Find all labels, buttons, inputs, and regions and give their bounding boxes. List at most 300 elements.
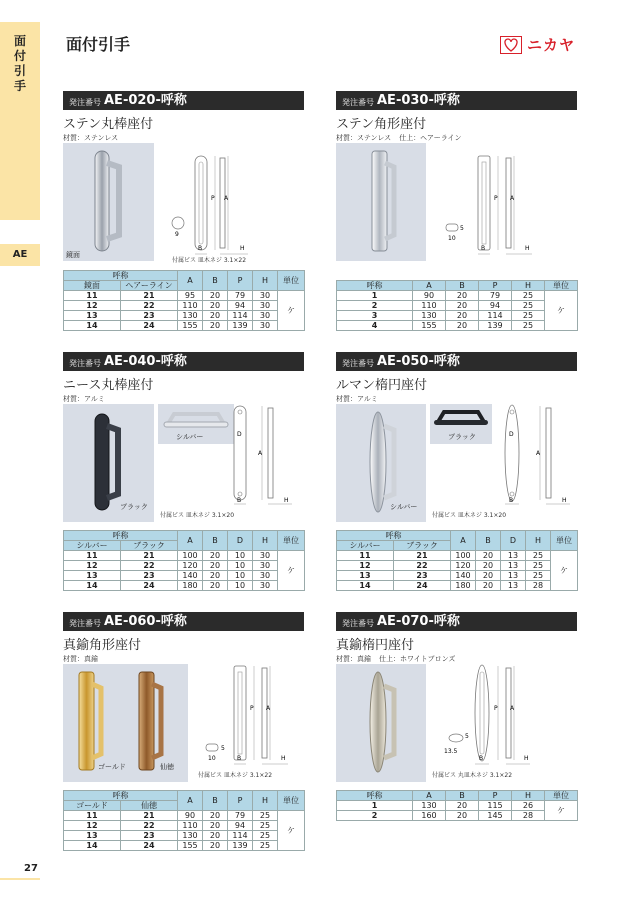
product-ae-040 <box>63 352 304 404</box>
cell: 10 <box>228 561 253 571</box>
dim-a-label: A <box>266 705 271 712</box>
cell: 100 <box>451 551 476 561</box>
color-label-sentoku: 仙徳 <box>160 763 174 771</box>
order-number-label: 発注番号 <box>342 98 374 107</box>
product-code: AE-030-呼称 <box>377 93 460 108</box>
sub-col-2: 仙徳 <box>121 801 178 811</box>
dim-d-label: 10 <box>208 755 216 762</box>
product-header-bar <box>63 612 304 631</box>
cell: 11 <box>64 811 121 821</box>
cell: 13 <box>64 831 121 841</box>
color-label-silver: シルバー <box>176 433 204 441</box>
cell: 20 <box>203 811 228 821</box>
col-a: A <box>451 531 476 551</box>
cell: 139 <box>228 321 253 331</box>
cell: 95 <box>178 291 203 301</box>
table-row <box>337 561 578 571</box>
cell: 25 <box>526 551 551 561</box>
cell: 20 <box>203 841 228 851</box>
cell: 25 <box>512 321 545 331</box>
cell: 14 <box>64 321 121 331</box>
col-call: 呼称 <box>337 531 451 541</box>
col-unit: 単位 <box>278 531 305 551</box>
cell: 20 <box>203 551 228 561</box>
heart-logo-icon <box>500 36 522 54</box>
dim-p-label: P <box>211 195 215 202</box>
screw-note: 付属ビス 皿木ネジ 3.1×22 <box>172 257 247 264</box>
color-label-black: ブラック <box>448 433 476 441</box>
col-call: 呼称 <box>64 271 178 281</box>
col-call: 呼称 <box>337 281 413 291</box>
finish-text: 仕上：ヘアーライン <box>399 134 462 142</box>
dimension-drawing <box>438 660 538 768</box>
stainless-square-handle-icon <box>336 143 426 261</box>
cell: 180 <box>451 581 476 591</box>
stainless-round-handle-icon <box>63 143 154 261</box>
cell: 25 <box>512 301 545 311</box>
cell: 139 <box>479 321 512 331</box>
cell: 79 <box>228 811 253 821</box>
dim-d-label: D <box>509 431 514 438</box>
cell: 25 <box>526 561 551 571</box>
col-d: D <box>501 531 526 551</box>
cell: 20 <box>476 571 501 581</box>
material-text: 材質：アルミ <box>63 395 105 403</box>
unit-cell: ケ <box>278 811 305 851</box>
cell: 130 <box>178 831 203 841</box>
table-row <box>64 581 305 591</box>
cell: 24 <box>121 581 178 591</box>
cell: 145 <box>479 811 512 821</box>
col-b: B <box>203 271 228 291</box>
unit-cell: ケ <box>545 291 578 331</box>
dim-h-label: H <box>562 497 567 504</box>
cell: 24 <box>394 581 451 591</box>
dim-h-label: H <box>524 755 529 762</box>
table-header-row <box>337 281 578 291</box>
product-code: AE-020-呼称 <box>104 93 187 108</box>
dim-b-label: B <box>479 755 484 762</box>
dim-e-label: 5 <box>460 225 464 232</box>
cell: 115 <box>479 801 512 811</box>
dim-d-label: D <box>237 431 242 438</box>
col-unit: 単位 <box>551 531 578 551</box>
cell: 140 <box>178 571 203 581</box>
cell: 20 <box>476 561 501 571</box>
cell: 30 <box>253 321 278 331</box>
cell: 20 <box>203 581 228 591</box>
product-code: AE-070-呼称 <box>377 614 460 629</box>
table-header-row <box>64 271 305 281</box>
sub-col-2: ヘアーライン <box>121 281 178 291</box>
col-p: P <box>479 791 512 801</box>
cell: 22 <box>121 821 178 831</box>
cell: 11 <box>64 291 121 301</box>
col-a: A <box>178 531 203 551</box>
cell: 21 <box>121 551 178 561</box>
spec-table <box>336 530 578 591</box>
cell: 120 <box>178 561 203 571</box>
sub-col-1: シルバー <box>64 541 121 551</box>
dim-d-label: 9 <box>175 231 179 238</box>
cell: 14 <box>337 581 394 591</box>
table-row <box>64 301 305 311</box>
cell: 28 <box>526 581 551 591</box>
cell: 180 <box>178 581 203 591</box>
table-row <box>337 291 578 301</box>
col-unit: 単位 <box>545 281 578 291</box>
cell: 110 <box>413 301 446 311</box>
screw-note: 付属ビス 丸皿木ネジ 3.1×22 <box>432 772 513 779</box>
col-call: 呼称 <box>337 791 413 801</box>
cell: 21 <box>394 551 451 561</box>
product-ae-020 <box>63 91 304 143</box>
cell: 90 <box>178 811 203 821</box>
side-tab-title: 面 付 引 手 <box>13 34 26 93</box>
spec-table <box>336 790 578 821</box>
page-footer-rule <box>0 878 40 880</box>
product-photo <box>63 143 154 261</box>
sub-col-1: 鏡面 <box>64 281 121 291</box>
cell: 94 <box>228 821 253 831</box>
table-row <box>64 811 305 821</box>
cell: 20 <box>446 301 479 311</box>
cell: 23 <box>121 831 178 841</box>
material-text: 材質：真鍮 <box>63 655 98 663</box>
cell: 20 <box>446 811 479 821</box>
product-header-bar <box>336 91 577 110</box>
cell: 12 <box>64 301 121 311</box>
cell: 13 <box>337 571 394 581</box>
cell: 22 <box>121 301 178 311</box>
cell: 23 <box>121 311 178 321</box>
cell: 20 <box>446 311 479 321</box>
unit-cell: ケ <box>278 291 305 331</box>
cell: 10 <box>228 581 253 591</box>
cell: 20 <box>203 821 228 831</box>
cell: 13 <box>501 561 526 571</box>
table-row <box>337 811 578 821</box>
cell: 24 <box>121 841 178 851</box>
product-ae-050 <box>336 352 577 404</box>
cell: 94 <box>228 301 253 311</box>
cell: 21 <box>121 811 178 821</box>
cell: 20 <box>476 551 501 561</box>
cell: 30 <box>253 581 278 591</box>
cell: 139 <box>228 841 253 851</box>
dim-b-label: B <box>481 245 486 252</box>
table-row <box>337 321 578 331</box>
brand-logo-text: ニカヤ <box>527 36 576 54</box>
col-call: 呼称 <box>64 531 178 541</box>
spec-table <box>63 530 305 591</box>
screw-note: 付属ビス 皿木ネジ 3.1×20 <box>432 512 507 519</box>
cell: 20 <box>203 311 228 321</box>
cell: 30 <box>253 571 278 581</box>
col-h: H <box>253 271 278 291</box>
cell: 10 <box>228 571 253 581</box>
dim-a-label: A <box>224 195 229 202</box>
col-p: P <box>228 271 253 291</box>
cell: 12 <box>64 821 121 831</box>
cell: 23 <box>121 571 178 581</box>
unit-cell: ケ <box>545 801 578 821</box>
dim-e-label: 5 <box>221 745 225 752</box>
order-number-label: 発注番号 <box>69 619 101 628</box>
dimension-drawing <box>196 660 296 768</box>
cell: 114 <box>479 311 512 321</box>
cell: 22 <box>394 561 451 571</box>
dim-b-label: B <box>198 245 203 252</box>
cell: 12 <box>337 561 394 571</box>
product-name: ステン丸棒座付 <box>63 117 154 132</box>
col-p: P <box>228 791 253 811</box>
dim-h-label: H <box>284 497 289 504</box>
col-p: P <box>479 281 512 291</box>
table-header-row <box>64 791 305 801</box>
screw-note: 付属ビス 皿木ネジ 3.1×20 <box>160 512 235 519</box>
table-row <box>337 571 578 581</box>
sub-col-2: ブラック <box>121 541 178 551</box>
cell: 13 <box>64 311 121 321</box>
cell: 20 <box>203 321 228 331</box>
cell: 24 <box>121 321 178 331</box>
product-photo <box>336 143 426 261</box>
table-header-row <box>337 791 578 801</box>
cell: 25 <box>253 821 278 831</box>
table-row <box>337 311 578 321</box>
cell: 20 <box>446 291 479 301</box>
order-number-label: 発注番号 <box>342 619 374 628</box>
material-text: 材質：真鍮 <box>336 655 371 663</box>
spec-table <box>336 280 578 331</box>
col-unit: 単位 <box>545 791 578 801</box>
unit-cell: ケ <box>278 551 305 591</box>
dim-a-label: A <box>510 195 515 202</box>
order-number-label: 発注番号 <box>342 359 374 368</box>
table-row <box>64 551 305 561</box>
side-code-tab[interactable]: AE <box>0 244 40 266</box>
page-number: 27 <box>24 863 38 874</box>
product-name: 真鍮角形座付 <box>63 638 142 653</box>
col-h: H <box>526 531 551 551</box>
cell: 11 <box>337 551 394 561</box>
table-row <box>337 581 578 591</box>
cell: 23 <box>394 571 451 581</box>
product-name: ステン角形座付 <box>336 117 427 132</box>
dim-h-label: H <box>281 755 286 762</box>
product-material <box>63 133 304 143</box>
dim-a-label: A <box>536 450 541 457</box>
product-code: AE-060-呼称 <box>104 614 187 629</box>
col-b: B <box>446 281 479 291</box>
col-d: D <box>228 531 253 551</box>
product-name: 真鍮楕円座付 <box>336 638 415 653</box>
cell: 155 <box>413 321 446 331</box>
dim-d-label: 13.5 <box>444 748 458 755</box>
product-name: ニース丸棒座付 <box>63 378 154 393</box>
table-row <box>337 551 578 561</box>
cell: 13 <box>501 551 526 561</box>
cell: 22 <box>121 561 178 571</box>
spec-table <box>63 270 305 331</box>
dimension-drawing <box>160 150 260 260</box>
table-row <box>64 291 305 301</box>
material-text: 材質：アルミ <box>336 395 378 403</box>
product-ae-070 <box>336 612 577 664</box>
side-index-tab[interactable] <box>0 22 40 220</box>
table-header-row <box>64 531 305 541</box>
col-h: H <box>253 531 278 551</box>
table-row <box>64 311 305 321</box>
page-title: 面付引手 <box>66 35 131 54</box>
finish-label: 鏡面 <box>66 251 80 259</box>
cell: 1 <box>337 291 413 301</box>
sub-col-1: シルバー <box>337 541 394 551</box>
product-name: ルマン楕円座付 <box>336 378 428 393</box>
table-row <box>64 841 305 851</box>
dimension-drawing <box>500 400 575 508</box>
product-material <box>336 133 577 143</box>
product-code: AE-050-呼称 <box>377 354 460 369</box>
cell: 3 <box>337 311 413 321</box>
dim-b-label: B <box>237 497 242 504</box>
cell: 12 <box>64 561 121 571</box>
col-b: B <box>446 791 479 801</box>
cell: 25 <box>253 831 278 841</box>
cell: 30 <box>253 551 278 561</box>
product-header-bar <box>336 352 577 371</box>
cell: 114 <box>228 831 253 841</box>
cell: 130 <box>413 801 446 811</box>
cell: 25 <box>526 571 551 581</box>
product-ae-030 <box>336 91 577 143</box>
cell: 4 <box>337 321 413 331</box>
cell: 100 <box>178 551 203 561</box>
cell: 28 <box>512 811 545 821</box>
cell: 26 <box>512 801 545 811</box>
cell: 120 <box>451 561 476 571</box>
cell: 79 <box>228 291 253 301</box>
cell: 13 <box>64 571 121 581</box>
cell: 130 <box>178 311 203 321</box>
col-unit: 単位 <box>278 271 305 291</box>
cell: 13 <box>501 581 526 591</box>
dimension-drawing <box>440 150 540 260</box>
dim-h-label: H <box>240 245 245 252</box>
dim-b-label: B <box>509 497 514 504</box>
cell: 20 <box>476 581 501 591</box>
dim-p-label: P <box>250 705 254 712</box>
order-number-label: 発注番号 <box>69 359 101 368</box>
table-row <box>337 801 578 811</box>
cell: 110 <box>178 301 203 311</box>
cell: 13 <box>501 571 526 581</box>
finish-text: 仕上：ホワイトブロンズ <box>379 655 456 663</box>
cell: 20 <box>203 831 228 841</box>
col-h: H <box>512 281 545 291</box>
color-label-gold: ゴールド <box>98 763 126 771</box>
cell: 2 <box>337 301 413 311</box>
cell: 21 <box>121 291 178 301</box>
order-number-label: 発注番号 <box>69 98 101 107</box>
spec-table <box>63 790 305 851</box>
product-code: AE-040-呼称 <box>104 354 187 369</box>
cell: 20 <box>446 321 479 331</box>
cell: 25 <box>512 311 545 321</box>
dim-h-label: H <box>525 245 530 252</box>
table-row <box>337 301 578 311</box>
col-a: A <box>413 791 446 801</box>
product-ae-060 <box>63 612 304 664</box>
col-unit: 単位 <box>278 791 305 811</box>
sub-col-1: ゴールド <box>64 801 121 811</box>
cell: 20 <box>203 301 228 311</box>
cell: 20 <box>203 561 228 571</box>
cell: 1 <box>337 801 413 811</box>
table-row <box>64 831 305 841</box>
material-text: 材質：ステンレス <box>336 134 392 142</box>
dim-d-label: 10 <box>448 235 456 242</box>
cell: 10 <box>228 551 253 561</box>
product-header-bar <box>336 612 577 631</box>
product-header-bar <box>63 91 304 110</box>
cell: 25 <box>512 291 545 301</box>
material-text: 材質：ステンレス <box>63 134 119 142</box>
white-bronze-oval-handle-icon <box>336 664 426 782</box>
col-a: A <box>178 271 203 291</box>
dim-e-label: 5 <box>465 733 469 740</box>
cell: 30 <box>253 561 278 571</box>
cell: 2 <box>337 811 413 821</box>
cell: 94 <box>479 301 512 311</box>
dim-a-label: A <box>258 450 263 457</box>
table-row <box>64 561 305 571</box>
cell: 20 <box>203 571 228 581</box>
dim-p-label: P <box>494 195 498 202</box>
cell: 110 <box>178 821 203 831</box>
cell: 11 <box>64 551 121 561</box>
brand-logo <box>500 34 575 55</box>
cell: 130 <box>413 311 446 321</box>
col-b: B <box>203 531 228 551</box>
col-h: H <box>253 791 278 811</box>
color-label-silver: シルバー <box>390 503 418 511</box>
cell: 14 <box>64 841 121 851</box>
cell: 30 <box>253 301 278 311</box>
col-b: B <box>203 791 228 811</box>
dim-a-label: A <box>510 705 515 712</box>
dimension-drawing <box>228 400 298 508</box>
cell: 140 <box>451 571 476 581</box>
table-header-row <box>337 531 578 541</box>
cell: 14 <box>64 581 121 591</box>
col-call: 呼称 <box>64 791 178 801</box>
color-label-black: ブラック <box>120 503 148 511</box>
product-photo <box>336 664 426 782</box>
cell: 25 <box>253 841 278 851</box>
col-a: A <box>178 791 203 811</box>
cell: 79 <box>479 291 512 301</box>
cell: 30 <box>253 291 278 301</box>
dim-p-label: P <box>494 705 498 712</box>
product-header-bar <box>63 352 304 371</box>
dim-b-label: B <box>237 755 242 762</box>
col-b: B <box>476 531 501 551</box>
cell: 90 <box>413 291 446 301</box>
sub-col-2: ブラック <box>394 541 451 551</box>
cell: 25 <box>253 811 278 821</box>
